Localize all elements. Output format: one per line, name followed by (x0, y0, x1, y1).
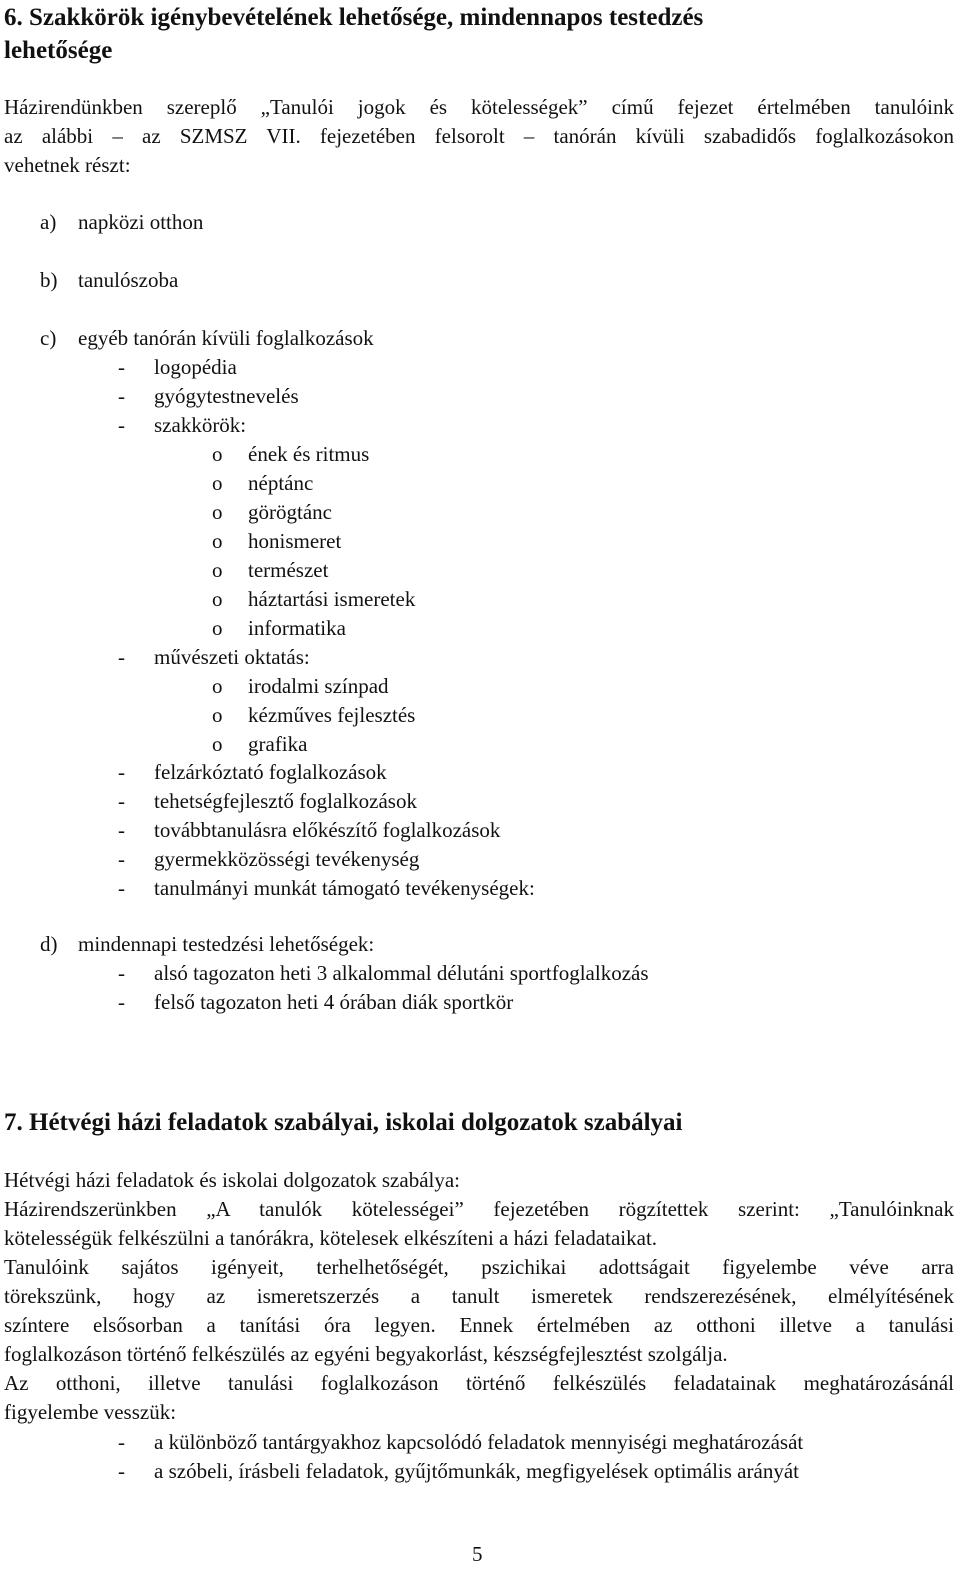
list-item-text: napközi otthon (78, 210, 204, 234)
list-marker: o (212, 442, 223, 466)
list-item-text: informatika (248, 616, 346, 640)
list-marker: - (118, 413, 125, 437)
section-6-intro (4, 93, 954, 180)
section-6-heading (4, 1, 703, 67)
list-marker: - (118, 847, 125, 871)
list-item-text: grafika (248, 732, 308, 756)
list-item-text: egyéb tanórán kívüli foglalkozások (78, 326, 374, 350)
body-line: Az otthoni, illetve tanulási foglalkozáson történő felkészülés feladatainak meghatározásánál (4, 1371, 954, 1395)
list-item-text: mindennapi testedzési lehetőségek: (78, 932, 375, 956)
list-item-text: logopédia (154, 355, 237, 379)
list-item-text: felső tagozaton heti 4 órában diák sportkör (154, 990, 514, 1014)
list-item-text: természet (248, 558, 329, 582)
section-6-heading-line-2: lehetősége (4, 37, 113, 64)
list-marker: b) (40, 268, 58, 292)
list-item-text: ének és ritmus (248, 442, 370, 466)
list-item-text: tehetségfejlesztő foglalkozások (154, 789, 417, 813)
body-line: Hétvégi házi feladatok és iskolai dolgozatok szabálya: (4, 1168, 461, 1192)
list-marker: o (212, 616, 223, 640)
list-item-text: néptánc (248, 471, 314, 495)
list-item-text: szakkörök: (154, 413, 247, 437)
list-marker: o (212, 529, 223, 553)
list-item-text: a különböző tantárgyakhoz kapcsolódó feladatok mennyiségi meghatározását (154, 1430, 804, 1454)
list-marker: d) (40, 932, 58, 956)
list-marker: - (118, 818, 125, 842)
list-marker: a) (40, 210, 57, 234)
list-item-text: felzárkóztató foglalkozások (154, 760, 387, 784)
list-item-text: alsó tagozaton heti 3 alkalommal délutáni sportfoglalkozás (154, 961, 649, 985)
list-item-text: honismeret (248, 529, 342, 553)
list-marker: o (212, 732, 223, 756)
list-marker: o (212, 500, 223, 524)
list-marker: o (212, 471, 223, 495)
list-item-text: irodalmi színpad (248, 674, 389, 698)
list-item-text: gyermekközösségi tevékenység (154, 847, 420, 871)
list-marker: - (118, 645, 125, 669)
list-marker: o (212, 587, 223, 611)
list-item-text: tanulószoba (78, 268, 179, 292)
list-marker: - (118, 990, 125, 1014)
list-item-text: kézműves fejlesztés (248, 703, 416, 727)
list-marker: c) (40, 326, 57, 350)
list-marker: o (212, 558, 223, 582)
intro-line: vehetnek részt: (4, 153, 131, 177)
list-item-text: görögtánc (248, 500, 332, 524)
intro-line: az alábbi – az SZMSZ VII. fejezetében felsorolt – tanórán kívüli szabadidős foglalkozásokon (4, 124, 954, 148)
list-marker: - (118, 789, 125, 813)
body-line: törekszünk, hogy az ismeretszerzés a tanult ismeretek rendszerezésének, elmélyítésének (4, 1284, 954, 1308)
list-item-text: gyógytestnevelés (154, 384, 299, 408)
list-marker: - (118, 1430, 125, 1454)
list-marker: - (118, 961, 125, 985)
section-6-heading-line-1: 6. Szakkörök igénybevételének lehetősége, mindennapos testedzés (4, 4, 704, 31)
list-item-text: művészeti oktatás: (154, 645, 310, 669)
list-marker: - (118, 355, 125, 379)
list-marker: - (118, 384, 125, 408)
body-line: Tanulóink sajátos igényeit, terhelhetőségét, pszichikai adottságait figyelembe véve arra (4, 1255, 954, 1279)
list-item-text: a szóbeli, írásbeli feladatok, gyűjtőmunkák, megfigyelések optimális arányát (154, 1459, 799, 1483)
body-line: foglalkozáson történő felkészülés az egyéni begyakorlást, készségfejlesztést szolgálja. (4, 1342, 728, 1366)
list-item-text: továbbtanulásra előkészítő foglalkozások (154, 818, 501, 842)
list-item-text: tanulmányi munkát támogató tevékenységek: (154, 876, 535, 900)
list-marker: o (212, 674, 223, 698)
list-marker: o (212, 703, 223, 727)
list-marker: - (118, 760, 125, 784)
body-line: figyelembe vesszük: (4, 1400, 177, 1424)
page-number: 5 (472, 1542, 483, 1566)
body-line: Házirendszerünkben „A tanulók kötelességei” fejezetében rögzítettek szerint: „Tanulóinknak (4, 1197, 954, 1221)
intro-line: Házirendünkben szereplő „Tanulói jogok és kötelességek” című fejezet értelmében tanulóink (4, 95, 954, 119)
body-line: színtere elsősorban a tanítási óra legyen. Ennek értelmében az otthoni illetve a tanulási (4, 1313, 954, 1337)
section-7-body (4, 1166, 954, 1427)
list-marker: - (118, 876, 125, 900)
body-line: kötelességük felkészülni a tanórákra, kötelesek elkészíteni a házi feladataikat. (4, 1226, 658, 1250)
section-7-heading: 7. Hétvégi házi feladatok szabályai, iskolai dolgozatok szabályai (4, 1109, 683, 1136)
list-marker: - (118, 1459, 125, 1483)
list-item-text: háztartási ismeretek (248, 587, 416, 611)
